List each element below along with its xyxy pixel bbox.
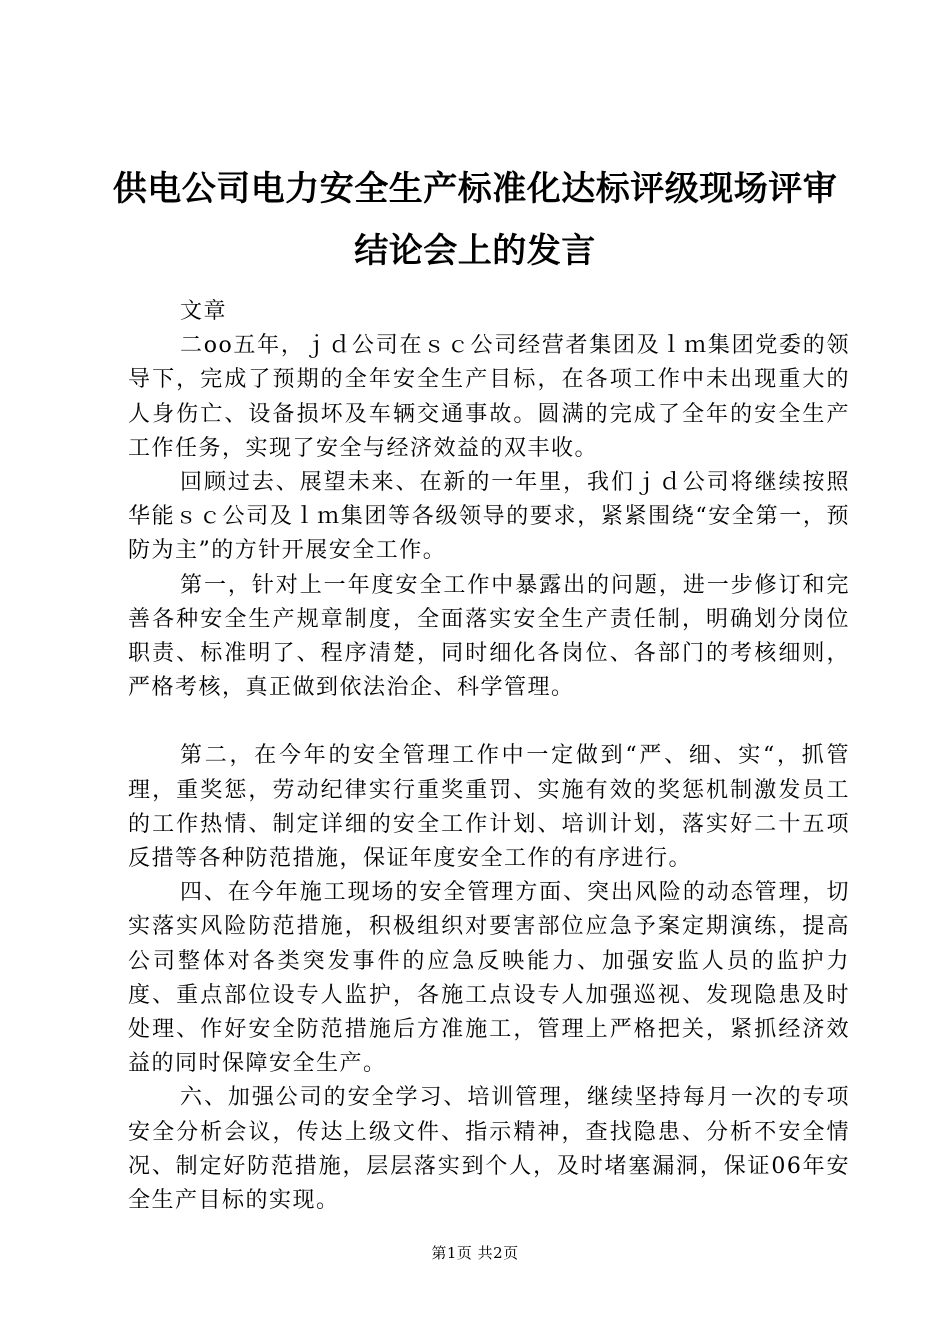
article-label: 文章 <box>180 299 228 324</box>
document-body <box>128 295 850 1218</box>
paragraph-4: 第二，在今年的安全管理工作中一定做到“严、细、实“，抓管理，重奖惩，劳动纪律实行重奖重罚、实施有效的奖惩机制激发员工的工作热情、制定详细的安全工作计划、培训计划，落实好二十五项反措等各种防范措施，保证年度安全工作的有序进行。 <box>128 743 850 872</box>
paragraph-5: 四、在今年施工现场的安全管理方面、突出风险的动态管理，切实落实风险防范措施，积极组织对要害部位应急予案定期演练，提高公司整体对各类突发事件的应急反映能力、加强安监人员的监护力度、重点部位设专人监护，各施工点设专人加强巡视、发现隐患及时处理、作好安全防范措施后方准施工，管理上严格把关，紧抓经济效益的同时保障安全生产。 <box>128 880 850 1077</box>
paragraph-6: 六、加强公司的安全学习、培训管理，继续坚持每月一次的专项安全分析会议，传达上级文件、指示精神，查找隐患、分析不安全情况、制定好防范措施，层层落实到个人，及时堵塞漏洞，保证06年安全生产目标的实现。 <box>128 1085 850 1214</box>
paragraph-1: 二oo五年，ｊｄ公司在ｓｃ公司经营者集团及ｌｍ集团党委的领导下，完成了预期的全年安全生产目标，在各项工作中未出现重大的人身伤亡、设备损坏及车辆交通事故。圆满的完成了全年的安全生产工作任务，实现了安全与经济效益的双丰收。 <box>128 333 850 461</box>
document-title: 供电公司电力安全生产标准化达标评级现场评审结论会上的发言 <box>112 169 838 271</box>
paragraph-3: 第一，针对上一年度安全工作中暴露出的问题，进一步修订和完善各种安全生产规章制度，全面落实安全生产责任制，明确划分岗位职责、标准明了、程序清楚，同时细化各岗位、各部门的考核细则，严格考核，真正做到依法治企、科学管理。 <box>128 572 850 701</box>
paragraph-2: 回顾过去、展望未来、在新的一年里，我们ｊｄ公司将继续按照华能ｓｃ公司及ｌｍ集团等各级领导的要求，紧紧围绕“安全第一，预防为主”的方针开展安全工作。 <box>128 470 850 564</box>
page-number-footer: 第1页 共2页 <box>431 1244 519 1262</box>
